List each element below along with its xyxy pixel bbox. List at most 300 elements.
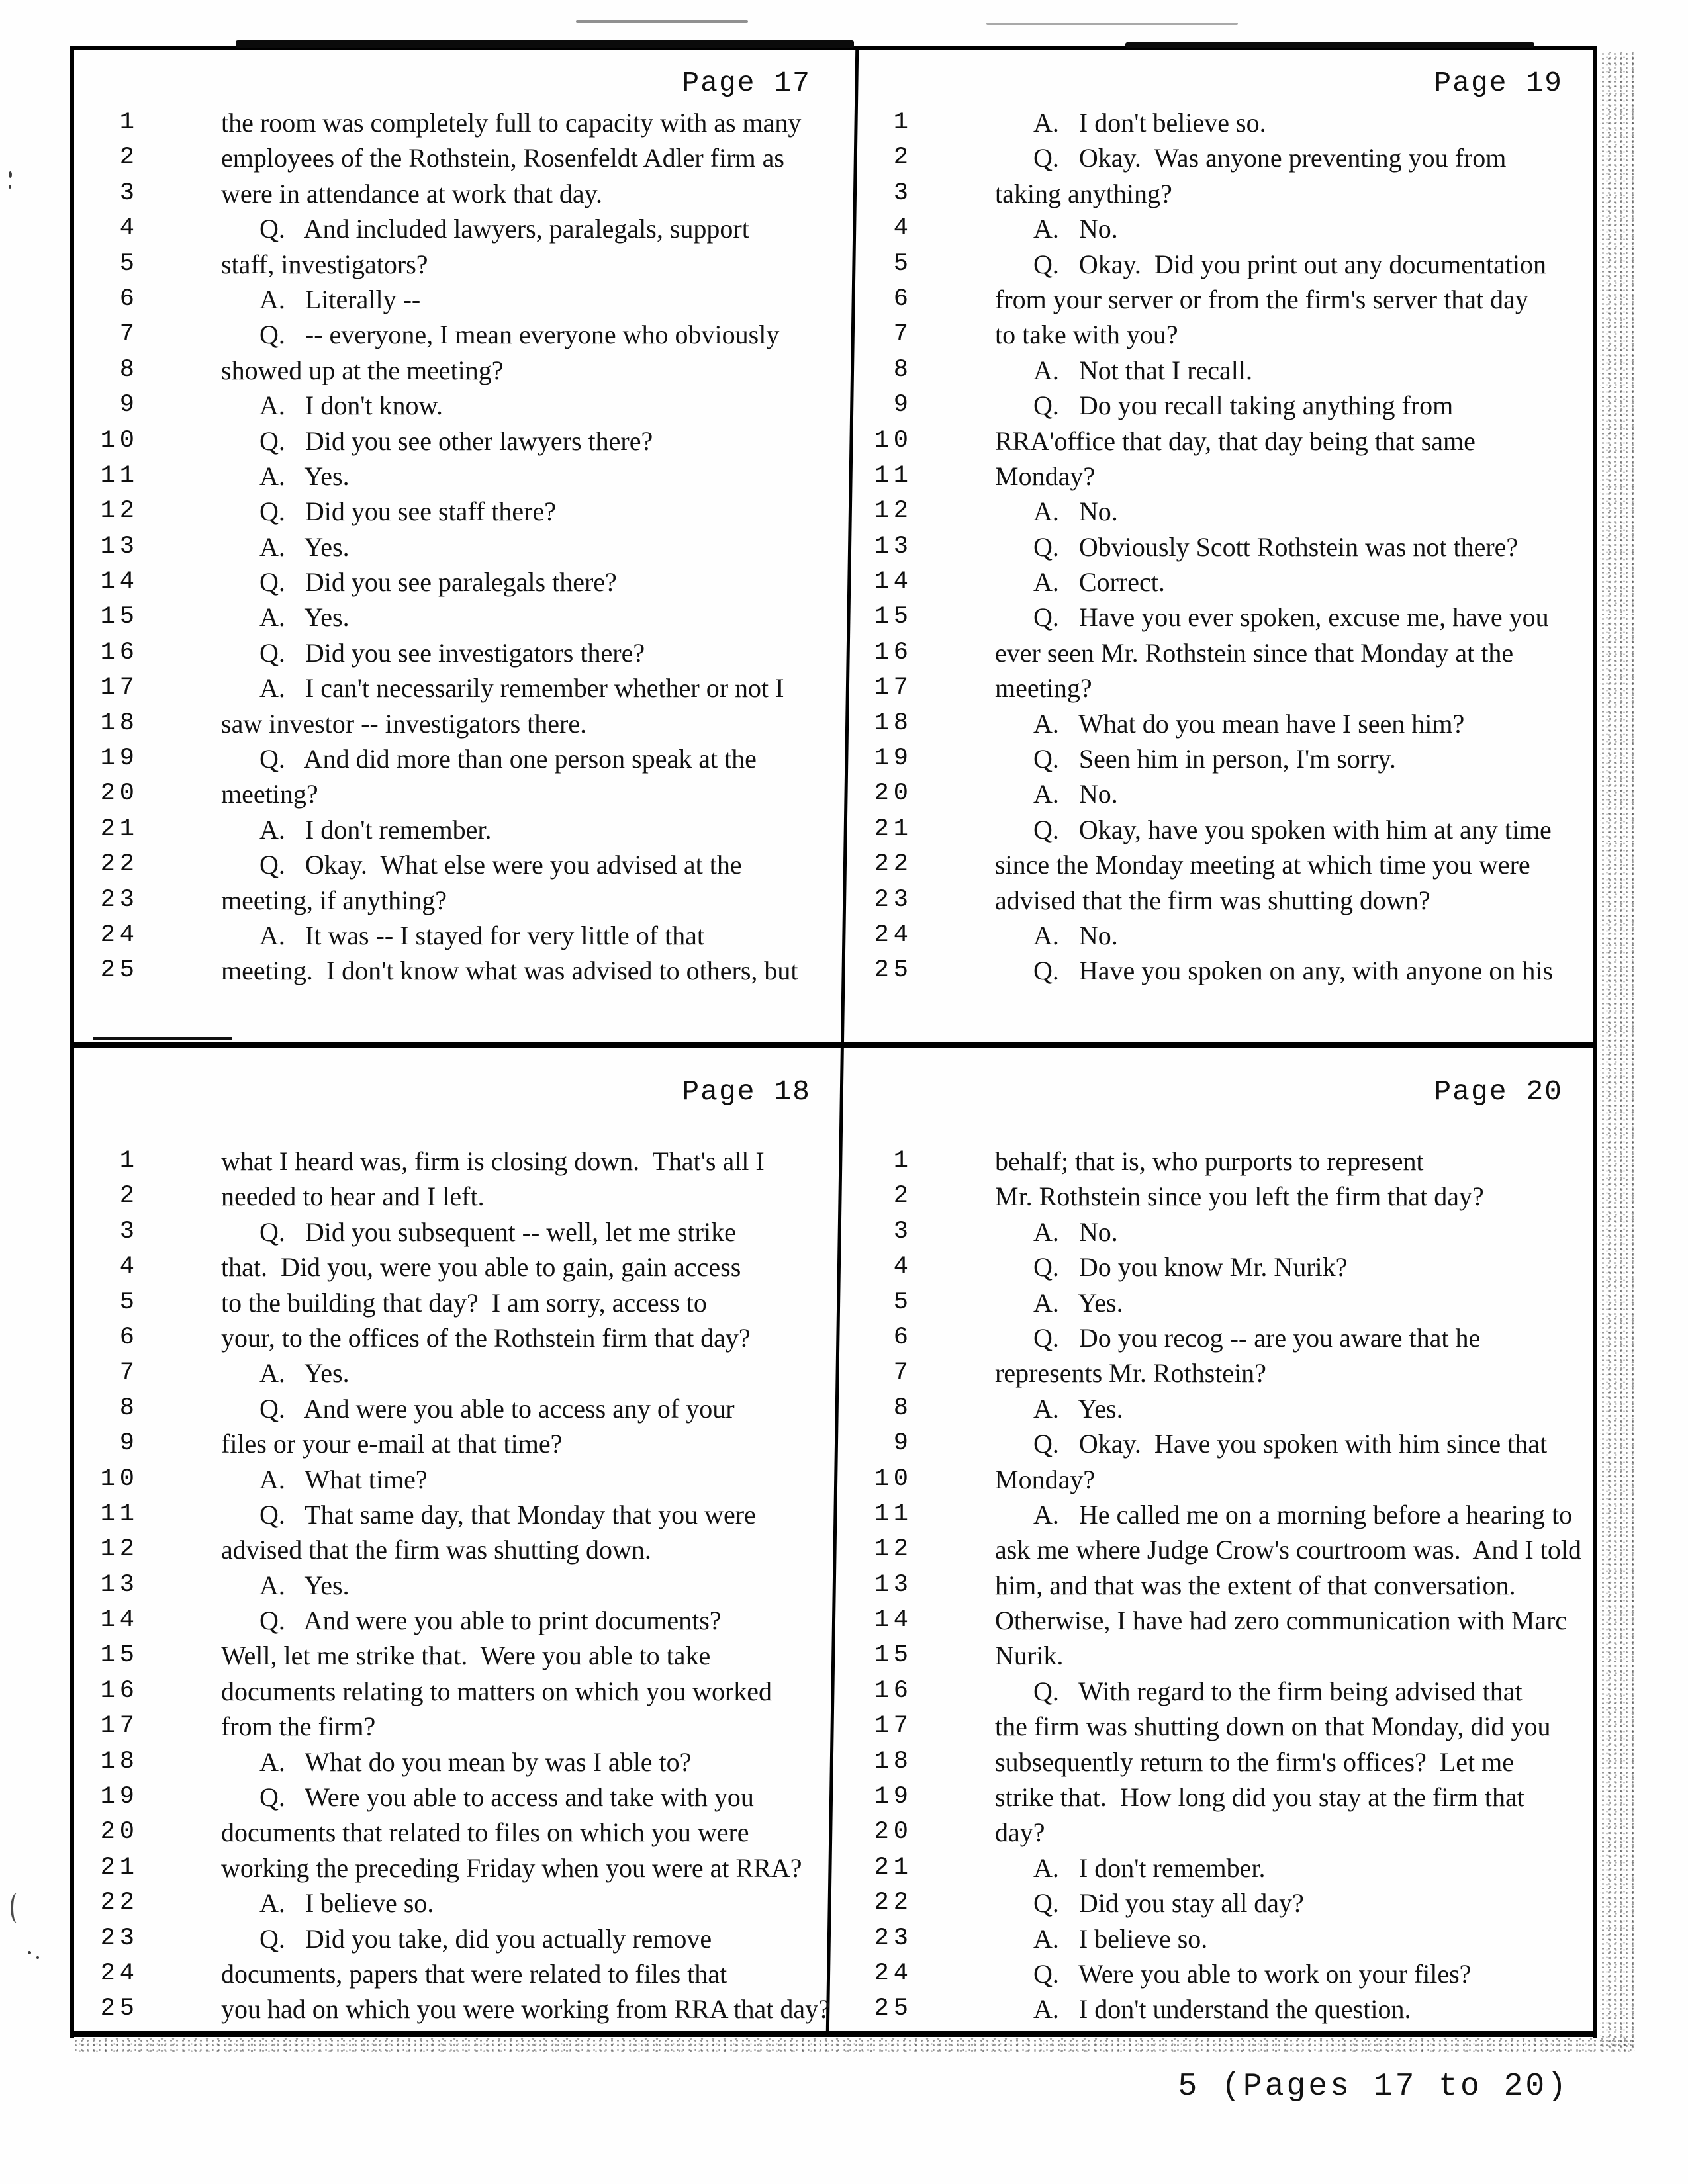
scan-noise-band-bottom bbox=[73, 2038, 1635, 2053]
line-number: 12 bbox=[100, 497, 139, 525]
line-number: 13 bbox=[874, 532, 913, 561]
line-number: 4 bbox=[893, 214, 913, 243]
transcript-line bbox=[70, 600, 837, 635]
line-number: 16 bbox=[100, 638, 139, 666]
line-text: Q. With regard to the firm being advised that bbox=[1033, 1676, 1523, 1706]
transcript-line bbox=[844, 1355, 1589, 1390]
line-text: Q. Did you take, did you actually remove bbox=[259, 1923, 712, 1954]
transcript-line bbox=[844, 1815, 1589, 1850]
transcript-panel-page-20 bbox=[844, 1048, 1593, 2032]
line-number: 11 bbox=[874, 1500, 913, 1528]
line-text: Q. Okay. Have you spoken with him since that bbox=[1033, 1429, 1548, 1459]
transcript-line bbox=[844, 459, 1589, 494]
line-number: 11 bbox=[100, 461, 139, 490]
line-text: A. He called me on a morning before a hearing to bbox=[1033, 1499, 1573, 1529]
transcript-line bbox=[70, 140, 837, 175]
transcript-line bbox=[70, 1462, 837, 1497]
line-number: 1 bbox=[893, 1147, 913, 1175]
line-text: A. I can't necessarily remember whether or not I bbox=[259, 673, 784, 704]
line-text: Q. Do you recall taking anything from bbox=[1033, 390, 1454, 421]
line-text: A. I believe so. bbox=[1033, 1923, 1208, 1954]
line-number: 12 bbox=[874, 1535, 913, 1564]
line-text: staff, investigators? bbox=[221, 249, 428, 279]
transcript-line bbox=[70, 1320, 837, 1355]
transcript-line bbox=[70, 1532, 837, 1567]
scan-speck bbox=[11, 1893, 24, 1923]
transcript-line bbox=[70, 1250, 837, 1285]
line-number: 9 bbox=[119, 1430, 139, 1458]
line-text: Q. Were you able to work on your files? bbox=[1033, 1958, 1472, 1989]
line-number: 20 bbox=[874, 1818, 913, 1846]
line-text: strike that. How long did you stay at the firm that bbox=[995, 1782, 1524, 1813]
line-text: since the Monday meeting at which time you were bbox=[995, 850, 1530, 880]
transcript-line bbox=[844, 1886, 1589, 1921]
line-number: 2 bbox=[119, 1182, 139, 1210]
transcript-line bbox=[844, 1391, 1589, 1426]
line-text: meeting, if anything? bbox=[221, 885, 447, 915]
page-19-lines bbox=[844, 105, 1589, 989]
transcript-line bbox=[844, 1285, 1589, 1320]
line-number: 21 bbox=[874, 1853, 913, 1882]
line-text: subsequently return to the firm's offices? Let me bbox=[995, 1747, 1515, 1777]
transcript-line bbox=[844, 953, 1589, 988]
line-text: A. What do you mean by was I able to? bbox=[259, 1747, 692, 1777]
line-text: A. Yes. bbox=[1033, 1287, 1123, 1318]
transcript-line bbox=[70, 317, 837, 352]
transcript-line bbox=[70, 847, 837, 882]
page-17-lines bbox=[70, 105, 837, 989]
line-text: Q. Did you see paralegals there? bbox=[259, 567, 617, 598]
line-number: 22 bbox=[874, 1889, 913, 1917]
transcript-line bbox=[70, 1144, 837, 1179]
line-number: 17 bbox=[874, 1712, 913, 1741]
transcript-line bbox=[844, 494, 1589, 529]
page-20-header: Page 20 bbox=[1434, 1075, 1563, 1108]
line-text: Q. Did you see staff there? bbox=[259, 496, 557, 527]
scan-noise-band-right bbox=[1600, 52, 1634, 2050]
line-number: 14 bbox=[874, 568, 913, 596]
line-text: A. Literally -- bbox=[259, 284, 421, 314]
transcript-line bbox=[70, 565, 837, 600]
transcript-line bbox=[70, 670, 837, 705]
line-text: from your server or from the firm's server that day bbox=[995, 284, 1528, 314]
transcript-line bbox=[844, 353, 1589, 388]
line-text: you had on which you were working from RRA that day? bbox=[221, 1994, 830, 2025]
transcript-line bbox=[844, 317, 1589, 352]
transcript-line bbox=[70, 1674, 837, 1709]
line-text: meeting. I don't know what was advised to others, but bbox=[221, 956, 798, 986]
transcript-panel-page-19 bbox=[844, 50, 1593, 1042]
line-text: RRA'office that day, that day being that same bbox=[995, 426, 1476, 456]
transcript-line bbox=[70, 105, 837, 140]
line-text: meeting? bbox=[221, 779, 318, 809]
transcript-line bbox=[844, 706, 1589, 741]
line-number: 10 bbox=[100, 426, 139, 455]
transcript-line bbox=[844, 1462, 1589, 1497]
line-number: 18 bbox=[100, 709, 139, 737]
transcript-line bbox=[70, 1426, 837, 1461]
line-number: 1 bbox=[893, 109, 913, 136]
line-text: Monday? bbox=[995, 1464, 1096, 1494]
line-text: from the firm? bbox=[221, 1711, 376, 1742]
line-text: A. Yes. bbox=[259, 602, 350, 633]
line-text: A. Yes. bbox=[259, 461, 350, 491]
line-number: 19 bbox=[874, 745, 913, 773]
line-number: 19 bbox=[100, 745, 139, 773]
line-number: 3 bbox=[119, 1217, 139, 1246]
transcript-line bbox=[844, 1568, 1589, 1603]
transcript-line bbox=[70, 1285, 837, 1320]
line-text: A. Yes. bbox=[1033, 1393, 1123, 1424]
transcript-line bbox=[70, 1391, 837, 1426]
transcript-line bbox=[844, 1179, 1589, 1214]
line-number: 5 bbox=[119, 250, 139, 278]
line-text: A. It was -- I stayed for very little of that bbox=[259, 920, 705, 950]
line-text: the room was completely full to capacity with as many bbox=[221, 108, 802, 138]
transcript-line bbox=[844, 282, 1589, 317]
line-number: 17 bbox=[100, 674, 139, 702]
line-number: 18 bbox=[100, 1747, 139, 1776]
line-number: 19 bbox=[874, 1783, 913, 1811]
line-number: 2 bbox=[893, 1182, 913, 1210]
line-number: 3 bbox=[119, 179, 139, 207]
line-text: Q. Okay, have you spoken with him at any time bbox=[1033, 814, 1552, 844]
line-text: what I heard was, firm is closing down. That's all I bbox=[221, 1146, 765, 1176]
line-text: were in attendance at work that day. bbox=[221, 178, 603, 208]
transcript-line bbox=[70, 494, 837, 529]
transcript-line bbox=[70, 1745, 837, 1780]
line-number: 5 bbox=[893, 1288, 913, 1316]
transcript-panel-page-18 bbox=[70, 1048, 841, 2032]
line-text: employees of the Rothstein, Rosenfeldt Adler firm as bbox=[221, 143, 784, 173]
line-text: working the preceding Friday when you were at RRA? bbox=[221, 1852, 802, 1883]
page-18-header: Page 18 bbox=[682, 1075, 811, 1108]
transcript-line bbox=[70, 1921, 837, 1956]
line-text: needed to hear and I left. bbox=[221, 1181, 485, 1212]
line-text: A. What time? bbox=[259, 1464, 428, 1494]
line-text: Q. That same day, that Monday that you were bbox=[259, 1499, 756, 1529]
transcript-line bbox=[70, 1991, 837, 2026]
transcript-line bbox=[70, 1497, 837, 1532]
line-number: 19 bbox=[100, 1783, 139, 1811]
line-number: 5 bbox=[893, 250, 913, 278]
line-number: 12 bbox=[100, 1535, 139, 1564]
transcript-line bbox=[844, 670, 1589, 705]
transcript-line bbox=[844, 1214, 1589, 1250]
line-text: Q. Did you see other lawyers there? bbox=[259, 426, 653, 456]
line-number: 25 bbox=[874, 1995, 913, 2023]
transcript-line bbox=[844, 1603, 1589, 1638]
line-number: 23 bbox=[100, 886, 139, 914]
line-number: 10 bbox=[100, 1465, 139, 1493]
line-text: A. I don't understand the question. bbox=[1033, 1994, 1411, 2025]
transcript-line bbox=[70, 741, 837, 776]
transcript-line bbox=[70, 247, 837, 282]
transcript-line bbox=[70, 1850, 837, 1886]
transcript-line bbox=[70, 635, 837, 670]
line-number: 23 bbox=[100, 1924, 139, 1952]
line-text: Monday? bbox=[995, 461, 1096, 491]
line-number: 8 bbox=[119, 1394, 139, 1422]
line-number: 15 bbox=[874, 603, 913, 631]
line-number: 13 bbox=[100, 532, 139, 561]
line-number: 7 bbox=[893, 1359, 913, 1387]
line-text: A. I don't remember. bbox=[1033, 1852, 1266, 1883]
transcript-line bbox=[844, 1745, 1589, 1780]
transcript-line bbox=[70, 1815, 837, 1850]
line-text: Q. Obviously Scott Rothstein was not there? bbox=[1033, 531, 1519, 562]
line-number: 8 bbox=[893, 1394, 913, 1422]
line-number: 16 bbox=[874, 1676, 913, 1705]
line-text: him, and that was the extent of that conversation. bbox=[995, 1570, 1516, 1600]
line-number: 3 bbox=[893, 179, 913, 207]
line-text: A. Correct. bbox=[1033, 567, 1165, 598]
line-text: Q. Okay. Did you print out any documentation bbox=[1033, 249, 1547, 279]
line-text: to take with you? bbox=[995, 320, 1178, 350]
transcript-line bbox=[844, 1991, 1589, 2026]
line-text: Q. And included lawyers, paralegals, support bbox=[259, 214, 749, 244]
line-text: A. No. bbox=[1033, 496, 1118, 527]
transcript-line bbox=[70, 776, 837, 811]
transcript-line bbox=[844, 1638, 1589, 1673]
line-number: 20 bbox=[100, 780, 139, 808]
line-number: 13 bbox=[100, 1570, 139, 1599]
line-text: A. Yes. bbox=[259, 1570, 350, 1600]
page-19-header: Page 19 bbox=[1434, 67, 1563, 99]
line-number: 6 bbox=[119, 285, 139, 313]
line-text: saw investor -- investigators there. bbox=[221, 708, 587, 739]
line-number: 7 bbox=[893, 320, 913, 349]
line-number: 8 bbox=[119, 355, 139, 384]
transcript-line bbox=[70, 1179, 837, 1214]
transcript-line bbox=[70, 812, 837, 847]
transcript-line bbox=[844, 140, 1589, 175]
transcript-line bbox=[70, 1956, 837, 1991]
line-number: 21 bbox=[100, 1853, 139, 1882]
line-number: 24 bbox=[874, 921, 913, 949]
line-number: 14 bbox=[100, 1606, 139, 1635]
line-text: showed up at the meeting? bbox=[221, 355, 504, 385]
line-number: 24 bbox=[100, 921, 139, 949]
line-number: 22 bbox=[100, 850, 139, 879]
transcript-line bbox=[70, 1780, 837, 1815]
transcript-line bbox=[70, 176, 837, 211]
line-number: 11 bbox=[874, 461, 913, 490]
transcript-line bbox=[70, 883, 837, 918]
line-text: Q. And were you able to access any of your bbox=[259, 1393, 735, 1424]
transcript-line bbox=[70, 1355, 837, 1390]
line-text: Q. Did you see investigators there? bbox=[259, 637, 645, 668]
line-number: 10 bbox=[874, 426, 913, 455]
scan-artifact bbox=[576, 20, 748, 23]
transcript-line bbox=[844, 105, 1589, 140]
transcript-line bbox=[844, 1426, 1589, 1461]
line-text: A. I don't know. bbox=[259, 390, 443, 421]
transcript-line bbox=[70, 1638, 837, 1673]
line-text: Q. Have you ever spoken, excuse me, have you bbox=[1033, 602, 1549, 633]
line-text: Q. Okay. What else were you advised at the bbox=[259, 850, 742, 880]
transcript-line bbox=[844, 247, 1589, 282]
line-number: 6 bbox=[119, 1323, 139, 1351]
line-number: 23 bbox=[874, 886, 913, 914]
line-number: 2 bbox=[893, 144, 913, 172]
transcript-line bbox=[844, 600, 1589, 635]
line-number: 20 bbox=[100, 1818, 139, 1846]
transcript-line bbox=[844, 1144, 1589, 1179]
transcript-line bbox=[70, 282, 837, 317]
line-text: day? bbox=[995, 1817, 1045, 1848]
line-number: 17 bbox=[100, 1712, 139, 1741]
scan-artifact bbox=[236, 40, 854, 48]
transcript-line bbox=[844, 918, 1589, 953]
line-number: 24 bbox=[100, 1959, 139, 1987]
line-text: Q. Did you stay all day? bbox=[1033, 1888, 1304, 1919]
transcript-line bbox=[70, 211, 837, 246]
line-number: 3 bbox=[893, 1217, 913, 1246]
line-text: Q. Were you able to access and take with you bbox=[259, 1782, 754, 1813]
line-text: represents Mr. Rothstein? bbox=[995, 1358, 1266, 1388]
line-text: A. What do you mean have I seen him? bbox=[1033, 708, 1465, 739]
line-number: 23 bbox=[874, 1924, 913, 1952]
line-number: 6 bbox=[893, 285, 913, 313]
line-text: Q. Seen him in person, I'm sorry. bbox=[1033, 744, 1396, 774]
line-text: Q. Did you subsequent -- well, let me strike bbox=[259, 1216, 736, 1247]
line-number: 9 bbox=[893, 1430, 913, 1458]
line-number: 4 bbox=[893, 1253, 913, 1281]
line-text: A. No. bbox=[1033, 1216, 1118, 1247]
row-divider bbox=[70, 1042, 1597, 1048]
line-text: A. No. bbox=[1033, 920, 1118, 950]
line-text: your, to the offices of the Rothstein firm that day? bbox=[221, 1322, 751, 1353]
transcript-line bbox=[70, 424, 837, 459]
transcript-line bbox=[70, 1603, 837, 1638]
line-text: A. I believe so. bbox=[259, 1888, 434, 1919]
line-text: A. Not that I recall. bbox=[1033, 355, 1252, 385]
scan-speck bbox=[9, 185, 11, 189]
line-number: 20 bbox=[874, 780, 913, 808]
transcript-line bbox=[844, 1780, 1589, 1815]
transcript-line bbox=[70, 388, 837, 423]
transcript-line bbox=[844, 424, 1589, 459]
line-number: 7 bbox=[119, 1359, 139, 1387]
line-text: meeting? bbox=[995, 673, 1092, 704]
transcript-line bbox=[70, 529, 837, 565]
transcript-line bbox=[70, 459, 837, 494]
transcript-line bbox=[70, 1886, 837, 1921]
line-number: 4 bbox=[119, 214, 139, 243]
transcript-line bbox=[70, 918, 837, 953]
line-number: 5 bbox=[119, 1288, 139, 1316]
line-text: Q. -- everyone, I mean everyone who obviously bbox=[259, 320, 780, 350]
line-text: taking anything? bbox=[995, 178, 1172, 208]
page-17-header: Page 17 bbox=[682, 67, 811, 99]
transcript-line bbox=[70, 1214, 837, 1250]
transcript-line bbox=[844, 847, 1589, 882]
line-text: Q. Do you recog -- are you aware that he bbox=[1033, 1322, 1481, 1353]
line-number: 12 bbox=[874, 497, 913, 525]
line-text: behalf; that is, who purports to represent bbox=[995, 1146, 1424, 1176]
transcript-line bbox=[70, 1709, 837, 1744]
line-number: 13 bbox=[874, 1570, 913, 1599]
line-number: 15 bbox=[874, 1641, 913, 1670]
line-number: 25 bbox=[100, 1995, 139, 2023]
line-text: A. I don't believe so. bbox=[1033, 108, 1266, 138]
transcript-line bbox=[70, 353, 837, 388]
line-text: Nurik. bbox=[995, 1641, 1064, 1671]
footer-page-label: 5 (Pages 17 to 20) bbox=[1178, 2069, 1569, 2105]
transcript-line bbox=[844, 1320, 1589, 1355]
line-number: 11 bbox=[100, 1500, 139, 1528]
transcript-line bbox=[844, 883, 1589, 918]
transcript-panel-page-17 bbox=[70, 50, 841, 1042]
line-text: documents, papers that were related to files that bbox=[221, 1958, 727, 1989]
transcript-line bbox=[844, 635, 1589, 670]
line-number: 14 bbox=[100, 568, 139, 596]
line-number: 17 bbox=[874, 674, 913, 702]
line-text: advised that the firm was shutting down? bbox=[995, 885, 1430, 915]
transcript-line bbox=[844, 1921, 1589, 1956]
line-text: A. Yes. bbox=[259, 1358, 350, 1388]
line-text: Q. And were you able to print documents? bbox=[259, 1606, 722, 1636]
transcript-line bbox=[844, 1956, 1589, 1991]
line-number: 15 bbox=[100, 1641, 139, 1670]
scan-speck bbox=[9, 171, 12, 178]
transcript-line bbox=[844, 388, 1589, 423]
line-number: 14 bbox=[874, 1606, 913, 1635]
line-text: Q. Have you spoken on any, with anyone on his bbox=[1033, 956, 1554, 986]
line-number: 8 bbox=[893, 355, 913, 384]
line-text: A. No. bbox=[1033, 779, 1118, 809]
line-text: ask me where Judge Crow's courtroom was. And I told bbox=[995, 1535, 1581, 1565]
line-number: 10 bbox=[874, 1465, 913, 1493]
line-text: documents relating to matters on which you worked bbox=[221, 1676, 773, 1706]
line-number: 16 bbox=[100, 1676, 139, 1705]
transcript-line bbox=[844, 1497, 1589, 1532]
line-number: 21 bbox=[874, 815, 913, 843]
line-number: 18 bbox=[874, 709, 913, 737]
line-text: Q. Do you know Mr. Nurik? bbox=[1033, 1252, 1348, 1283]
transcript-line bbox=[844, 176, 1589, 211]
line-text: Mr. Rothstein since you left the firm that day? bbox=[995, 1181, 1484, 1212]
line-number: 24 bbox=[874, 1959, 913, 1987]
transcript-line bbox=[70, 1568, 837, 1603]
transcript-line bbox=[844, 776, 1589, 811]
transcript-line bbox=[70, 706, 837, 741]
line-number: 25 bbox=[874, 956, 913, 985]
line-text: the firm was shutting down on that Monday, did you bbox=[995, 1711, 1551, 1742]
line-number: 18 bbox=[874, 1747, 913, 1776]
line-number: 9 bbox=[119, 391, 139, 420]
line-number: 22 bbox=[100, 1889, 139, 1917]
line-text: Otherwise, I have had zero communication with Marc bbox=[995, 1606, 1568, 1636]
line-number: 9 bbox=[893, 391, 913, 420]
line-text: A. No. bbox=[1033, 214, 1118, 244]
page-18-lines bbox=[70, 1144, 837, 2027]
page-20-lines bbox=[844, 1144, 1589, 2027]
line-number: 2 bbox=[119, 144, 139, 172]
line-text: documents that related to files on which you were bbox=[221, 1817, 749, 1848]
transcript-line bbox=[70, 953, 837, 988]
line-text: to the building that day? I am sorry, access to bbox=[221, 1287, 707, 1318]
transcript-line bbox=[844, 565, 1589, 600]
transcript-line bbox=[844, 1709, 1589, 1744]
line-number: 25 bbox=[100, 956, 139, 985]
line-number: 15 bbox=[100, 603, 139, 631]
transcript-line bbox=[844, 741, 1589, 776]
line-number: 1 bbox=[119, 1147, 139, 1175]
transcript-line bbox=[844, 1674, 1589, 1709]
line-number: 21 bbox=[100, 815, 139, 843]
